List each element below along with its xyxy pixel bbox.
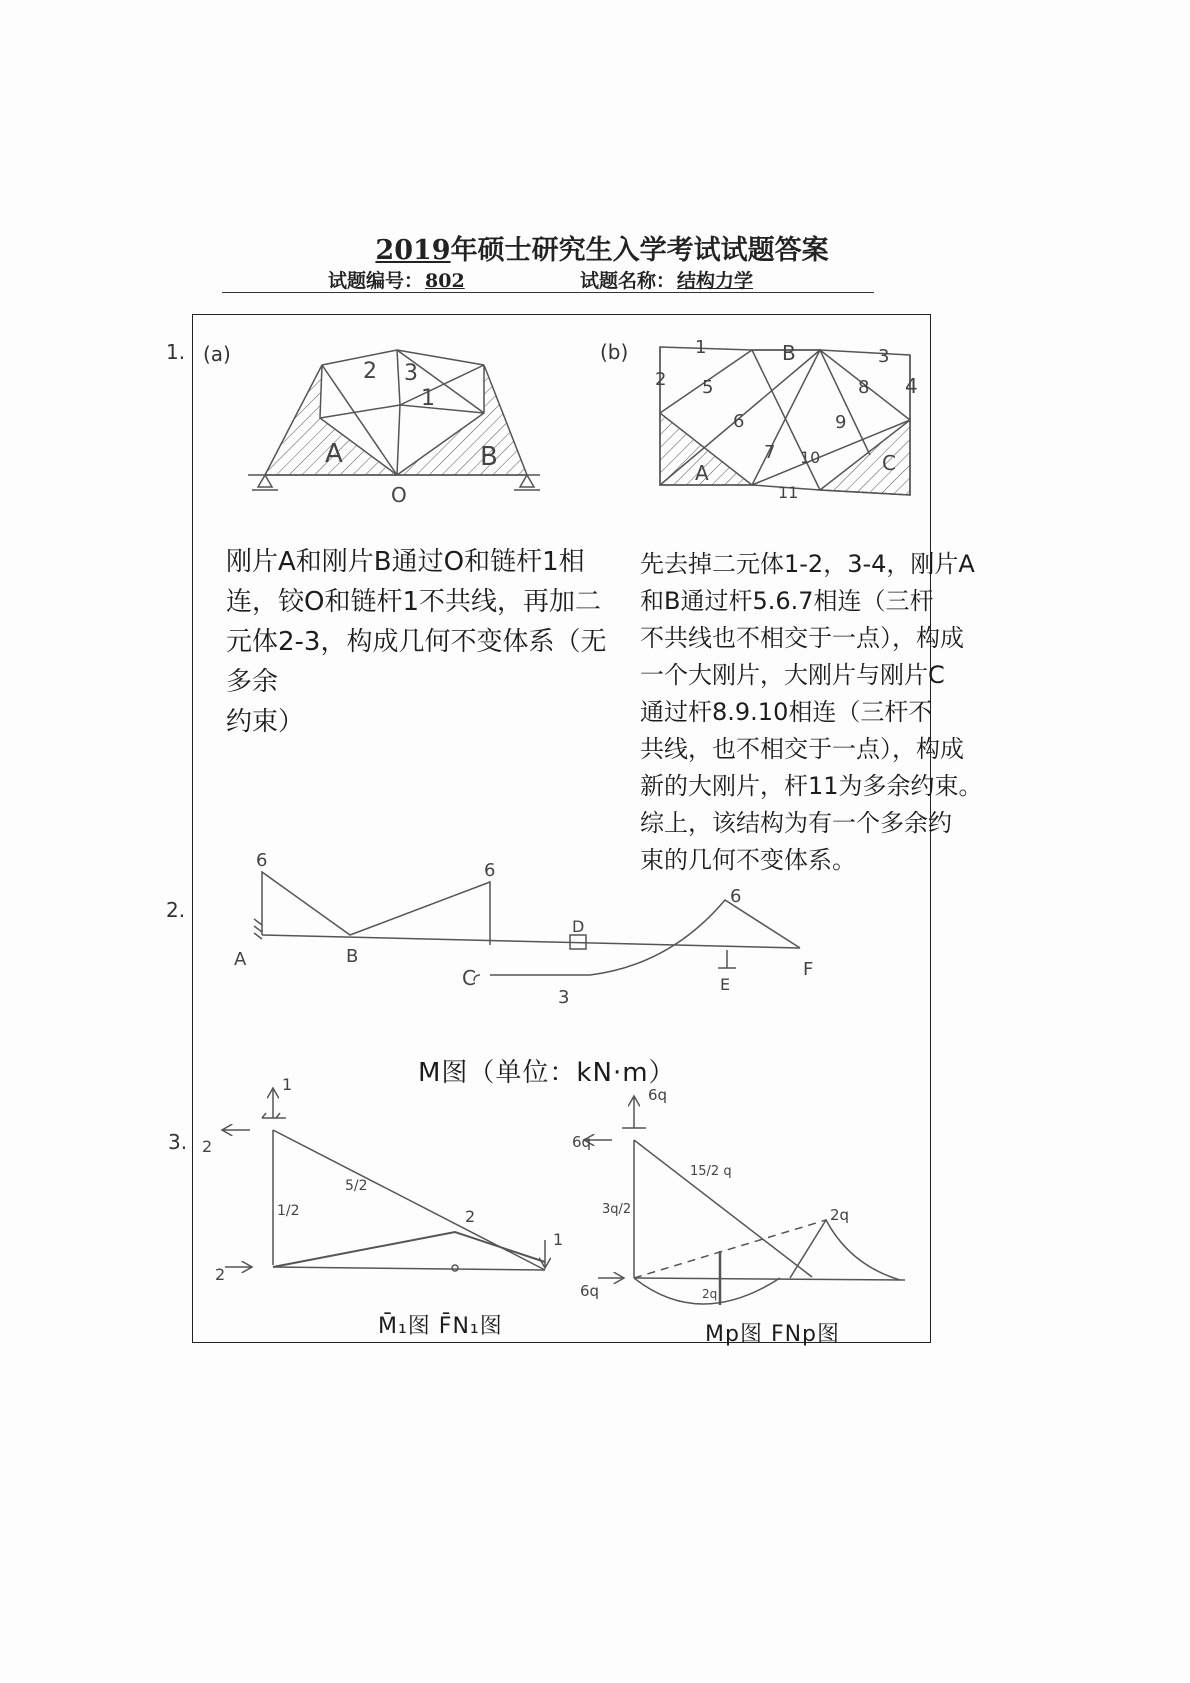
label-right: 1 bbox=[553, 1230, 564, 1249]
label-vertical: 1/2 bbox=[277, 1203, 300, 1219]
label-A: A bbox=[234, 949, 247, 970]
q3-right-caption: Mp图 FNp图 bbox=[705, 1322, 841, 1347]
label-b2: 2 bbox=[655, 369, 667, 390]
label-b3: 3 bbox=[878, 346, 890, 367]
text-line: 共线，也不相交于一点），构成 bbox=[640, 735, 964, 763]
q1-number: 1. bbox=[166, 340, 186, 364]
label-b11: 11 bbox=[778, 483, 799, 502]
label-diagonal: 15/2 q bbox=[690, 1164, 732, 1179]
label-b5: 5 bbox=[702, 377, 714, 398]
label-A: A bbox=[695, 461, 709, 485]
label-A: A bbox=[325, 439, 343, 469]
pin-support-icon bbox=[514, 475, 540, 490]
label-b8: 8 bbox=[858, 377, 870, 398]
label-left-top: 6q bbox=[572, 1133, 592, 1151]
label-O: O bbox=[391, 483, 407, 507]
support-E-icon bbox=[718, 950, 736, 968]
q2-caption: M图（单位：kN·m） bbox=[418, 1058, 676, 1088]
label-b9: 9 bbox=[835, 412, 847, 433]
label-C: C bbox=[462, 966, 476, 990]
q3-left-caption: M̄₁图 F̄N₁图 bbox=[378, 1314, 503, 1339]
text-line: 先去掉二元体1-2，3-4，刚片A bbox=[640, 550, 975, 578]
label-sag: 2q bbox=[702, 1287, 718, 1301]
text-line: 连，铰O和链杆1不共线，再加二 bbox=[226, 587, 602, 617]
text-line: 元体2-3，构成几何不变体系（无多余 bbox=[226, 627, 607, 697]
label-E: E bbox=[720, 975, 731, 994]
text-line: 通过杆8.9.10相连（三杆不 bbox=[640, 698, 933, 726]
label-peak: 2q bbox=[830, 1206, 850, 1224]
exam-year: 2019 bbox=[375, 235, 451, 266]
label-F: F bbox=[803, 959, 814, 980]
exam-name-label: 试题名称： bbox=[580, 270, 676, 292]
q3-number: 3. bbox=[168, 1130, 188, 1154]
q1a-label: (a) bbox=[203, 342, 231, 366]
exam-code-value: 802 bbox=[425, 270, 465, 292]
label-b4: 4 bbox=[905, 374, 918, 398]
text-line: 束的几何不变体系。 bbox=[640, 846, 856, 874]
q2-moment-diagram bbox=[254, 872, 800, 981]
label-bar2: 2 bbox=[363, 359, 377, 384]
label-3: 3 bbox=[558, 987, 570, 1008]
label-left-top: 2 bbox=[202, 1137, 213, 1156]
text-line: 新的大刚片，杆11为多余约束。 bbox=[640, 772, 983, 800]
text-line: 刚片A和刚片B通过O和链杆1相 bbox=[226, 547, 585, 577]
q3-right-diagram bbox=[584, 1096, 905, 1305]
text-line: 综上，该结构为有一个多余约 bbox=[640, 809, 952, 837]
q3-left-diagram bbox=[222, 1088, 545, 1271]
label-diagonal: 5/2 bbox=[345, 1178, 368, 1194]
label-6b: 6 bbox=[484, 860, 496, 881]
label-vertical: 3q/2 bbox=[602, 1202, 632, 1217]
label-left-bottom: 6q bbox=[580, 1282, 600, 1300]
label-b1: 1 bbox=[695, 337, 707, 358]
exam-name-value: 结构力学 bbox=[677, 270, 754, 292]
text-line: 和B通过杆5.6.7相连（三杆 bbox=[640, 587, 934, 615]
label-6c: 6 bbox=[730, 886, 742, 907]
rigid-body-C bbox=[820, 420, 910, 495]
label-b7: 7 bbox=[764, 442, 776, 463]
pin-support-icon bbox=[252, 475, 278, 490]
text-line: 约束） bbox=[226, 707, 305, 737]
label-b10: 10 bbox=[800, 448, 821, 467]
label-peak: 2 bbox=[465, 1207, 476, 1226]
label-top: 1 bbox=[282, 1075, 293, 1094]
label-B: B bbox=[480, 442, 498, 472]
label-B: B bbox=[346, 946, 359, 967]
label-bar1: 1 bbox=[421, 386, 435, 411]
q2-number: 2. bbox=[166, 898, 186, 922]
label-C: C bbox=[882, 451, 896, 475]
label-bar3: 3 bbox=[404, 361, 418, 386]
label-B: B bbox=[782, 341, 796, 365]
label-D: D bbox=[572, 917, 585, 936]
label-top: 6q bbox=[648, 1086, 668, 1104]
label-6a: 6 bbox=[256, 850, 268, 871]
fixed-support-icon bbox=[254, 919, 262, 939]
text-line: 不共线也不相交于一点），构成 bbox=[640, 624, 964, 652]
text-line: 一个大刚片，大刚片与刚片C bbox=[640, 661, 945, 689]
label-left-bottom: 2 bbox=[215, 1265, 226, 1284]
title-text: 年硕士研究生入学考试试题答案 bbox=[450, 235, 829, 266]
q1b-label: (b) bbox=[600, 340, 629, 364]
label-b6: 6 bbox=[733, 411, 745, 432]
exam-code-label: 试题编号： bbox=[328, 270, 424, 292]
